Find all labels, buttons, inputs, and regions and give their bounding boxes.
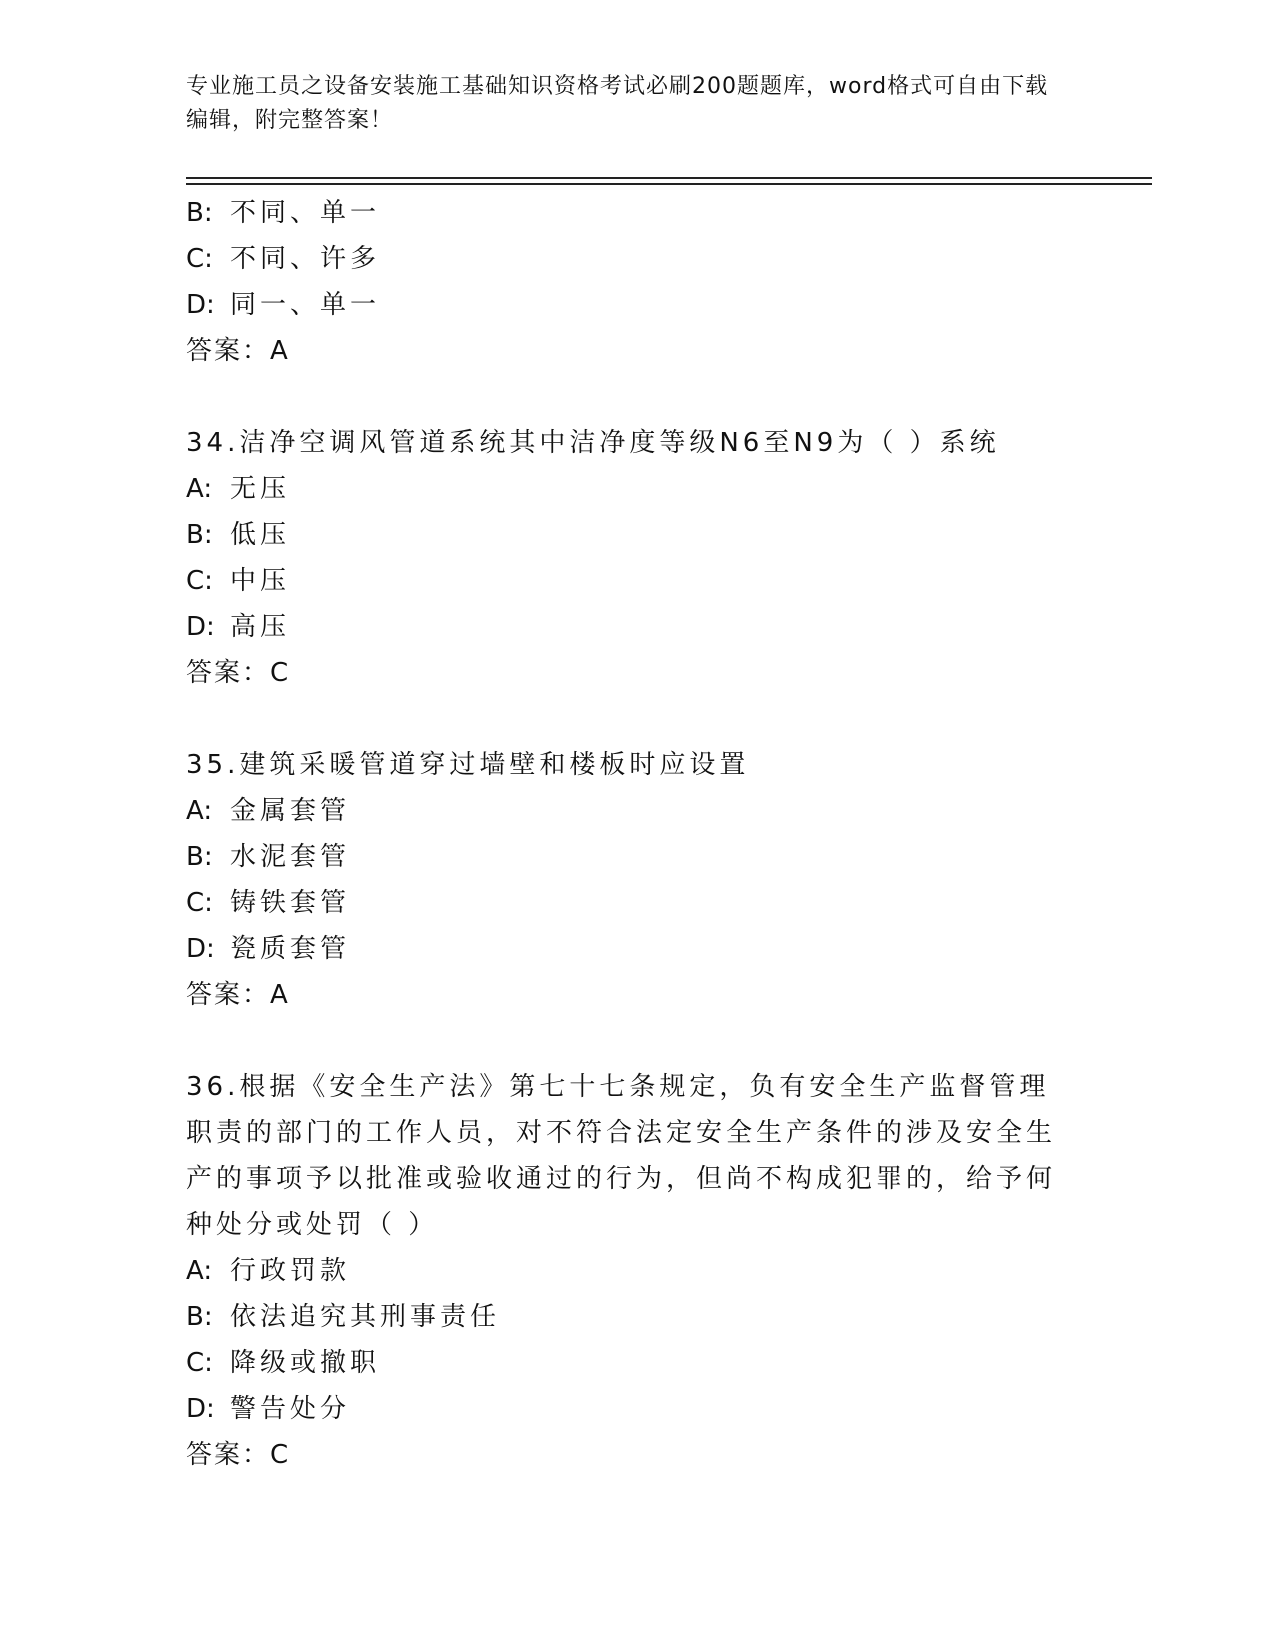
option-a (186, 466, 1086, 512)
option-text: 不同、许多 (230, 244, 381, 274)
option-label: A: (186, 1256, 213, 1286)
option-c (186, 1340, 1086, 1386)
option-text: 降级或撤职 (230, 1348, 381, 1378)
answer: 答案：A (186, 980, 290, 1010)
option-text: 不同、单一 (230, 198, 381, 228)
option-text: 行政罚款 (230, 1256, 351, 1286)
document-header: 专业施工员之设备安装施工基础知识资格考试必刷200题题库，word格式可自由下载编辑，附完整答案！ (186, 74, 1049, 133)
option-text: 低压 (230, 520, 291, 550)
option-text: 金属套管 (230, 796, 351, 826)
option-label: A: (186, 474, 213, 504)
option-a (186, 788, 1086, 834)
option-label: C: (186, 1348, 213, 1378)
option-label: D: (186, 934, 215, 964)
option-label: B: (186, 198, 213, 228)
option-a (186, 1248, 1086, 1294)
option-text: 铸铁套管 (230, 888, 351, 918)
option-b (186, 512, 1086, 558)
option-text: 中压 (230, 566, 291, 596)
option-label: A: (186, 796, 213, 826)
option-d (186, 926, 1086, 972)
option-b (186, 190, 1086, 236)
option-text: 水泥套管 (230, 842, 351, 872)
option-d (186, 1386, 1086, 1432)
question-text: 34.洁净空调风管道系统其中洁净度等级N6至N9为（ ）系统 (186, 428, 1000, 458)
answer: 答案：C (186, 658, 291, 688)
question-36 (186, 1064, 1086, 1478)
option-c (186, 880, 1086, 926)
header-rule-bottom (186, 183, 1152, 185)
answer: 答案：A (186, 336, 290, 366)
header-rule-top (186, 177, 1152, 179)
question-35 (186, 742, 1086, 1018)
option-label: D: (186, 612, 215, 642)
question-text: 36.根据《安全生产法》第七十七条规定，负有安全生产监督管理职责的部门的工作人员，对不符合法定安全生产条件的涉及安全生产的事项予以批准或验收通过的行为，但尚不构成犯罪的，给予何种处分或处罚（ ） (186, 1072, 1057, 1240)
option-label: B: (186, 1302, 213, 1332)
question-34 (186, 420, 1086, 696)
question-partial (186, 190, 1086, 374)
option-label: B: (186, 520, 213, 550)
option-text: 依法追究其刑事责任 (230, 1302, 501, 1332)
answer: 答案：C (186, 1440, 291, 1470)
option-c (186, 558, 1086, 604)
option-text: 无压 (230, 474, 291, 504)
option-text: 高压 (230, 612, 291, 642)
option-b (186, 1294, 1086, 1340)
option-label: C: (186, 566, 213, 596)
option-text: 警告处分 (230, 1394, 351, 1424)
option-text: 瓷质套管 (230, 934, 351, 964)
option-c (186, 236, 1086, 282)
option-label: C: (186, 888, 213, 918)
option-d (186, 282, 1086, 328)
option-label: C: (186, 244, 213, 274)
option-label: D: (186, 1394, 215, 1424)
option-text: 同一、单一 (230, 290, 381, 320)
option-label: D: (186, 290, 215, 320)
question-list (186, 190, 1086, 1478)
option-d (186, 604, 1086, 650)
option-b (186, 834, 1086, 880)
option-label: B: (186, 842, 213, 872)
question-text: 35.建筑采暖管道穿过墙壁和楼板时应设置 (186, 750, 750, 780)
